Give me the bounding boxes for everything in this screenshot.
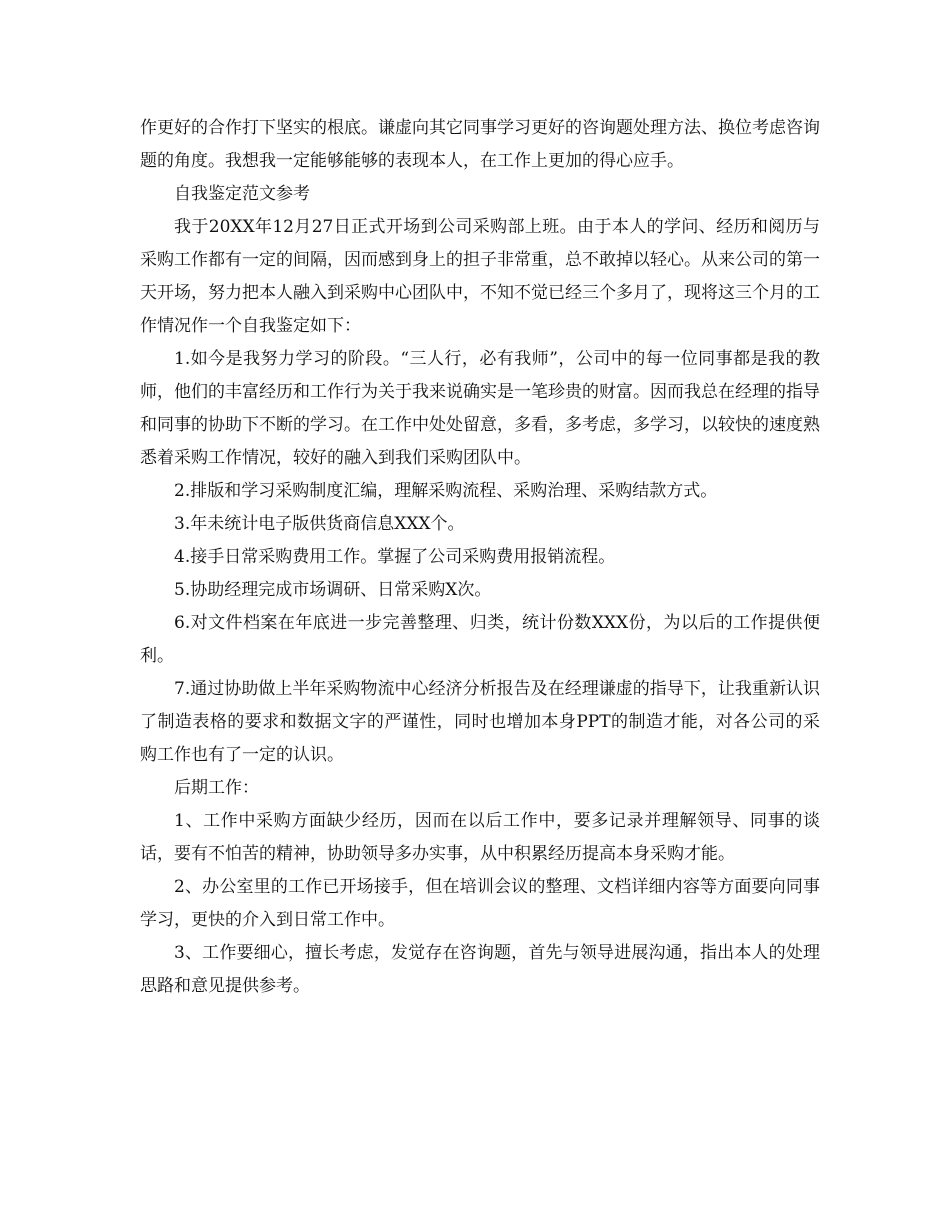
list-item-5: 5.协助经理完成市场调研、日常采购X次。 [174, 580, 492, 600]
paragraph-intro: 我于20XX年12月27日正式开场到公司采购部上班。由于本人的学问、经历和阅历与采购工作都有一定的间隔，因而感到身上的担子非常重，总不敢掉以轻心。从来公司的第一天开场，努力把本人融入到采购中心团队中，不知不觉已经三个多月了，现将这三个月的工作情况作一个自我鉴定如下： [140, 217, 820, 336]
document-body [140, 112, 820, 1003]
list-item-4: 4.接手日常采购费用工作。掌握了公司采购费用报销流程。 [174, 547, 616, 567]
list-item-2: 2.排版和学习采购制度汇编，理解采购流程、采购治理、采购结款方式。 [174, 481, 718, 501]
list-item-1: 1.如今是我努力学习的阶段。“三人行，必有我师”，公司中的每一位同事都是我的教师，他们的丰富经历和工作行为关于我来说确实是一笔珍贵的财富。因而我总在经理的指导和同事的协助下不断的学习。在工作中处处留意，多看，多考虑，多学习，以较快的速度熟悉着采购工作情况，较好的融入到我们采购团队中。 [140, 349, 820, 468]
future-item-1: 1、工作中采购方面缺少经历，因而在以后工作中，要多记录并理解领导、同事的谈话，要有不怕苦的精神，协助领导多办实事，从中积累经历提高本身采购才能。 [140, 811, 820, 864]
future-item-2: 2、办公室里的工作已开场接手，但在培训会议的整理、文档详细内容等方面要向同事学习，更快的介入到日常工作中。 [140, 877, 820, 930]
section-heading-future-work: 后期工作： [174, 778, 259, 798]
paragraph-continuation: 作更好的合作打下坚实的根底。谦虚向其它同事学习更好的咨询题处理方法、换位考虑咨询题的角度。我想我一定能够能够的表现本人，在工作上更加的得心应手。 [140, 118, 820, 171]
list-item-7: 7.通过协助做上半年采购物流中心经济分析报告及在经理谦虚的指导下，让我重新认识了制造表格的要求和数据文字的严谨性，同时也增加本身PPT的制造才能，对各公司的采购工作也有了一定的认识。 [140, 679, 820, 765]
section-heading-self-assessment: 自我鉴定范文参考 [174, 184, 310, 204]
future-item-3: 3、工作要细心，擅长考虑，发觉存在咨询题，首先与领导进展沟通，指出本人的处理思路和意见提供参考。 [140, 943, 820, 996]
list-item-3: 3.年未统计电子版供货商信息XXX个。 [174, 514, 465, 534]
list-item-6: 6.对文件档案在年底进一步完善整理、归类，统计份数XXX份，为以后的工作提供便利。 [140, 613, 820, 666]
